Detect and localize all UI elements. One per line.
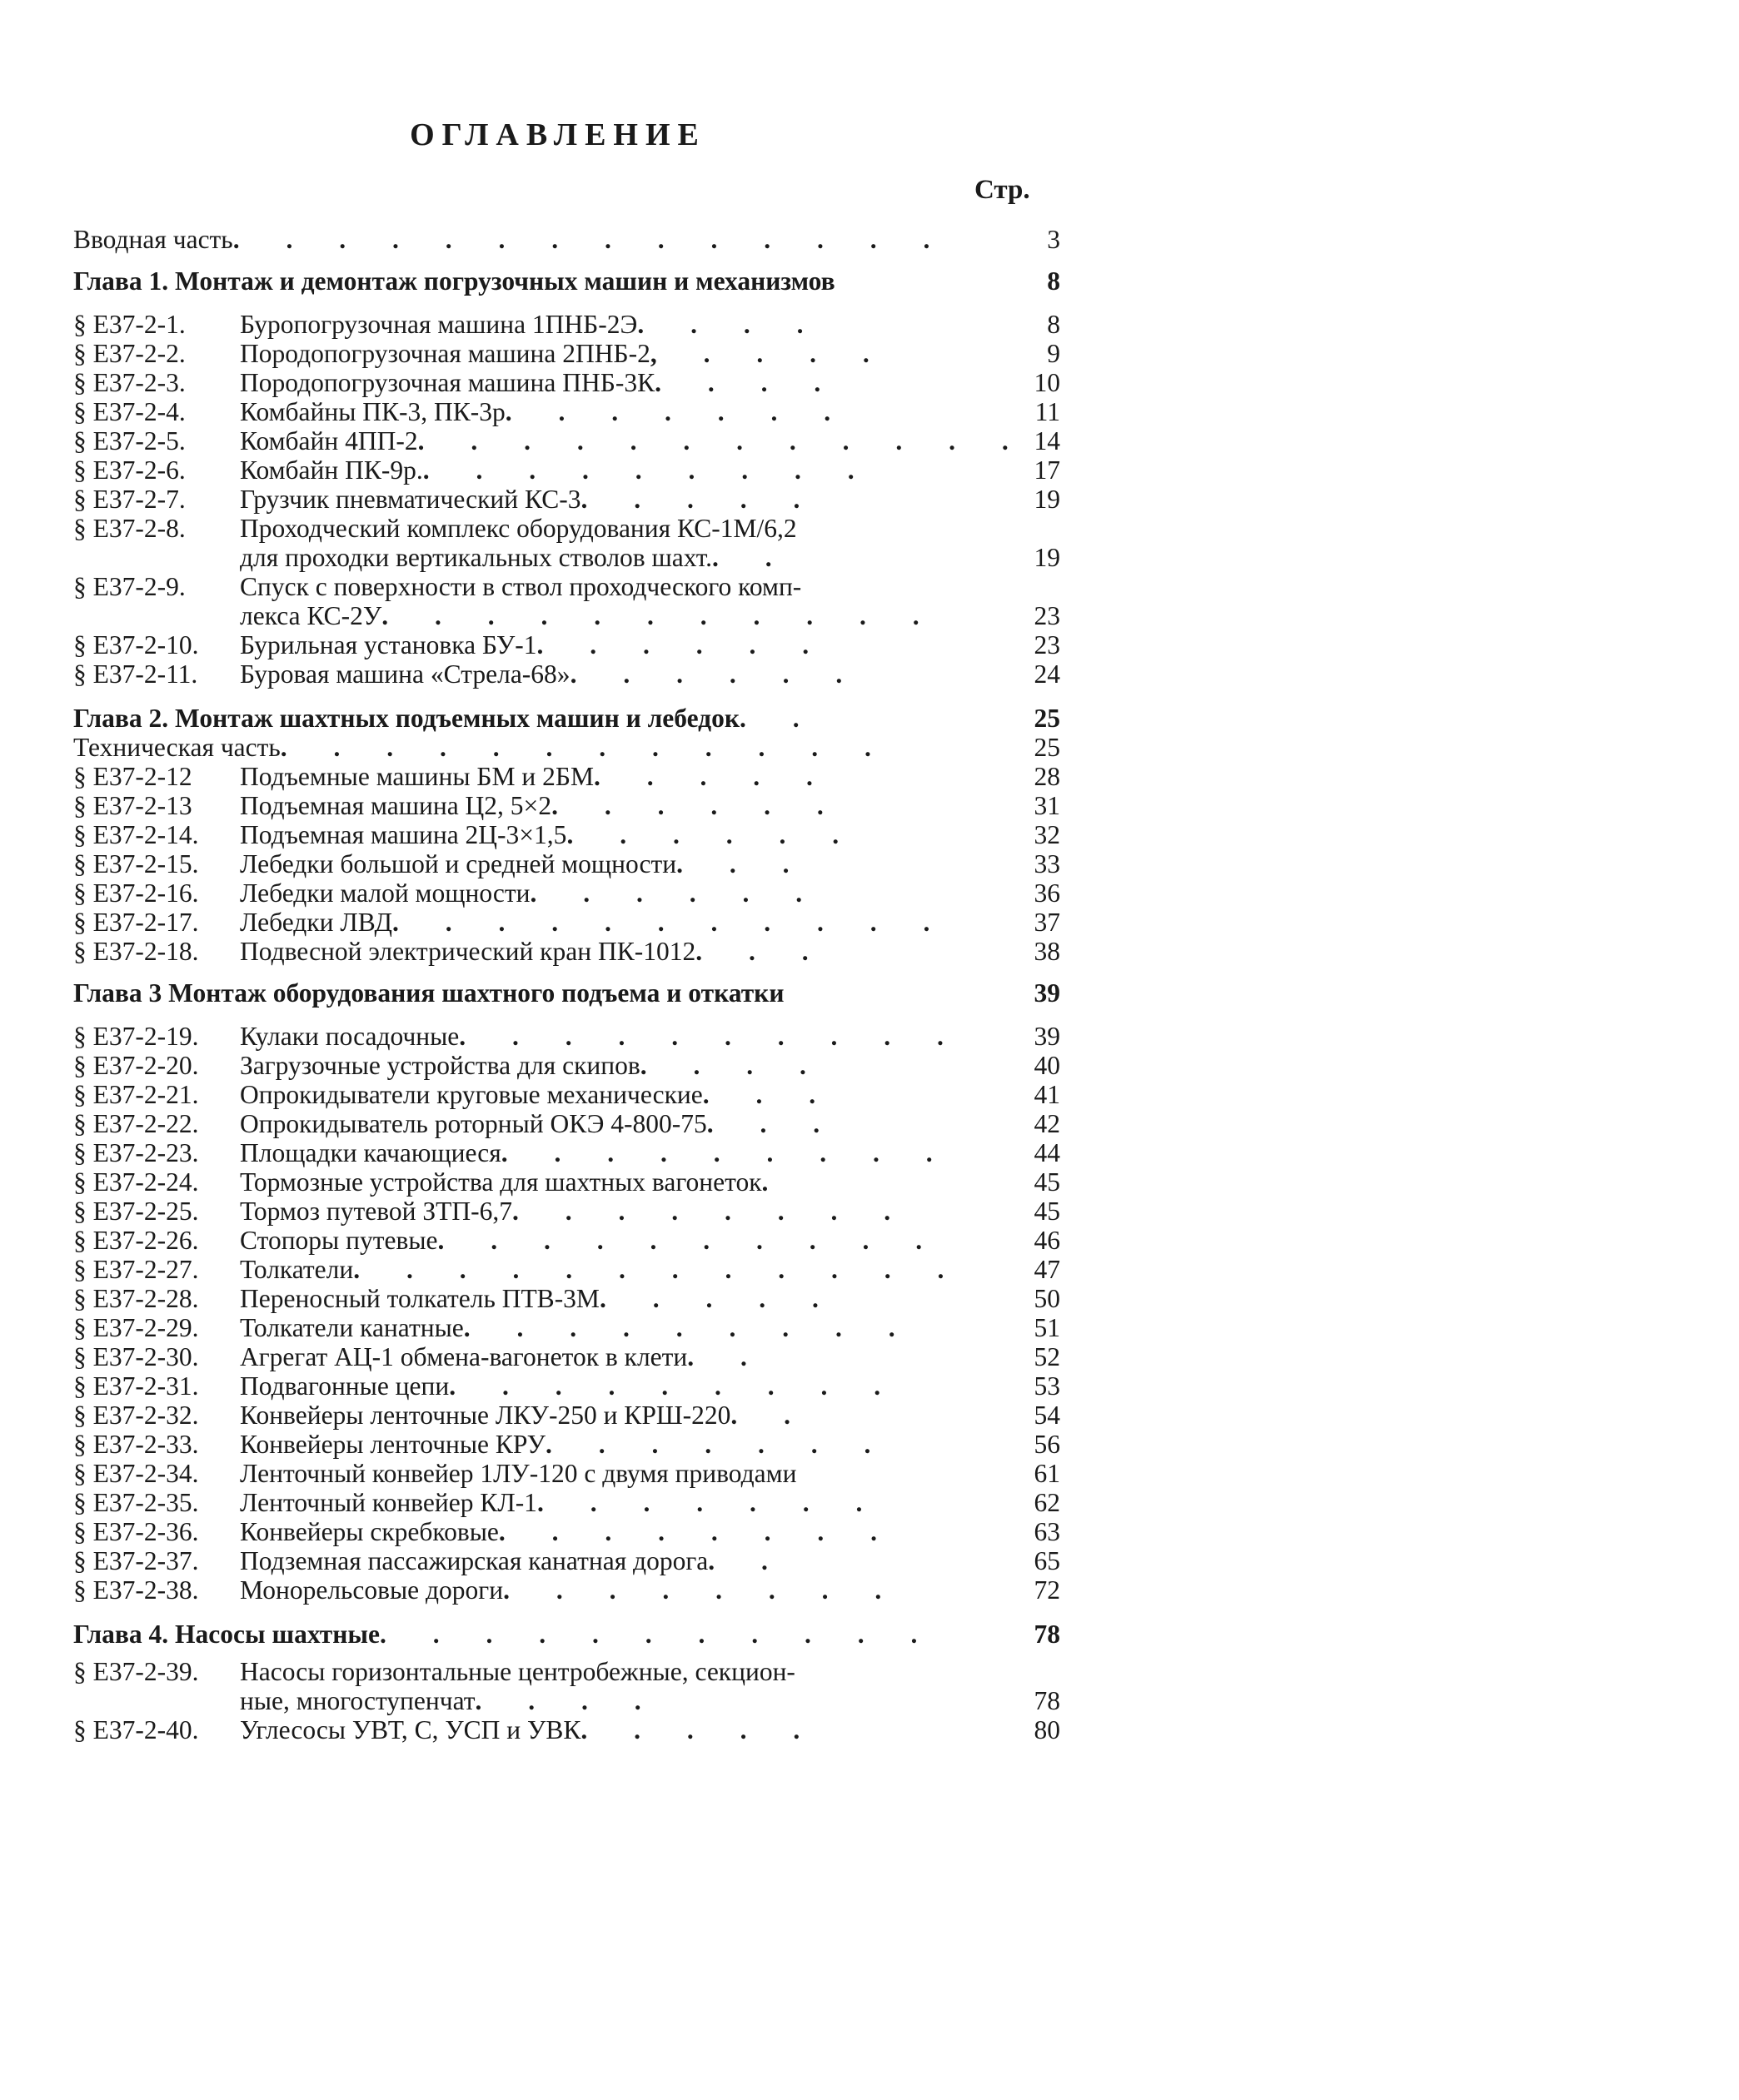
toc-chapter-row [73,704,1060,733]
page-number: 63 [1034,1517,1060,1546]
leader-dots: . . . . . . . . . . [437,1226,943,1255]
page-number: 38 [1034,937,1060,966]
section-code: § Е37-2-6. [73,455,186,485]
leader-dots: . . . . . . . . . [501,1138,953,1167]
toc-entry-row [73,397,1060,426]
page-number: 45 [1034,1197,1060,1226]
section-code: § Е37-2-40. [73,1715,199,1744]
leader-dots: . . . . . . [551,791,844,820]
page-number: 36 [1034,878,1060,908]
entry-title: Породопогрузочная машина ПНБ-3К [240,368,655,397]
toc-entry-row [73,514,1056,543]
entry-title: Подземная пассажирская канатная дорога [240,1546,709,1575]
toc-entry-row [73,1371,1060,1401]
page-number: 23 [1034,630,1060,659]
section-code: § Е37-2-19. [73,1022,199,1051]
section-code: § Е37-2-26. [73,1226,199,1255]
section-code: § Е37-2-9. [73,572,186,601]
toc-entry-row [73,1255,1060,1284]
leader-dots: . . [740,704,820,733]
entry-title: Площадки качающиеся [240,1138,501,1167]
page-number: 8 [1047,266,1060,296]
page-number: 24 [1034,659,1060,689]
leader-dots: . . . . . . . . . [422,455,874,485]
toc-entry-row [73,820,1060,849]
toc-entry-row [73,849,1060,878]
section-code: § Е37-2-3. [73,368,186,397]
toc-entry-row [73,455,1060,485]
page-number: 32 [1034,820,1060,849]
entry-title: Толкатели [240,1255,354,1284]
toc-entry-row [73,1313,1060,1342]
page-number: 9 [1047,339,1060,368]
section-code: § Е37-2-33. [73,1430,199,1459]
section-code: § Е37-2-1. [73,310,186,339]
entry-title: Кулаки посадочные [240,1022,460,1051]
page-number: 44 [1034,1138,1060,1167]
entry-title: Стопоры путевые [240,1226,438,1255]
section-code: § Е37-2-4. [73,397,186,426]
page-number: 10 [1034,368,1060,397]
toc-entry-row [73,1459,1060,1488]
toc-entry-row [73,1022,1060,1051]
page-number: 80 [1034,1715,1060,1744]
toc-entry-row [73,1517,1060,1546]
section-code: § Е37-2-32. [73,1401,199,1430]
toc-entry-row [73,1109,1060,1138]
toc-entry-row [73,1284,1060,1313]
page-number: 61 [1034,1459,1060,1488]
toc-entry-row [73,225,1060,254]
leader-dots: . . . . . . . . . . [459,1022,964,1051]
entry-title: Комбайн ПК-9р. [240,455,423,485]
entry-title: Конвейеры скребковые [240,1517,499,1546]
leader-dots: . . . . . . . [536,1488,883,1517]
toc-entry-row [73,1080,1060,1109]
toc-entry-row [73,426,1060,455]
toc-entry-row [73,630,1060,659]
leader-dots: . . . . [640,1051,826,1080]
chapter-title: Глава 4. Насосы шахтные [73,1620,380,1649]
page-number: 17 [1034,455,1060,485]
leader-dots: . . . . . . . . . . . [381,601,939,630]
entry-title: Опрокидыватель роторный ОКЭ 4-800-75 [240,1109,707,1138]
page-number: 78 [1034,1620,1060,1649]
leader-dots: . . . . . . [536,630,830,659]
leader-dots: . . . . . [593,762,833,791]
page-number: 33 [1034,849,1060,878]
leader-dots: . . . . . . [566,820,860,849]
entry-title: Спуск с поверхности в ствол проходческого комп- [240,572,802,601]
entry-title: Подвесной электрический кран ПК-1012 [240,937,696,966]
page-number: 50 [1034,1284,1060,1313]
section-code: § Е37-2-20. [73,1051,199,1080]
leader-dots: . . . . . . . . . . . [380,1620,938,1649]
leader-dots: . . . . . . . . [512,1197,911,1226]
leader-dots: . . . . [475,1686,661,1715]
toc-entry-row [73,1226,1060,1255]
toc-entry-row [73,339,1060,368]
section-code: § Е37-2-27. [73,1255,199,1284]
entry-title: Ленточный конвейер КЛ-1 [240,1488,537,1517]
page-number: 14 [1034,426,1060,455]
page-number: 19 [1034,485,1060,514]
chapter-title: Глава 1. Монтаж и демонтаж погрузочных машин и механизмов [73,266,835,296]
entry-title: Подъемная машина 2Ц-3×1,5 [240,820,567,849]
entry-title: Конвейеры ленточные ЛКУ-250 и КРШ-220 [240,1401,731,1430]
section-code: § Е37-2-18. [73,937,199,966]
entry-title: Подвагонные цепи [240,1371,450,1401]
leader-dots: . . . . . . . . . . . . [417,426,1029,455]
section-code: § Е37-2-2. [73,339,186,368]
page-number: 11 [1034,397,1060,426]
entry-title: Опрокидыватели круговые механические [240,1080,703,1109]
section-code: § Е37-2-8. [73,514,186,543]
section-code: § Е37-2-31. [73,1371,199,1401]
section-code: § Е37-2-12 [73,762,192,791]
leader-dots: . . . . . . . . . . . . [280,733,891,762]
leader-dots: . . . . . [599,1284,839,1313]
page-number: 62 [1034,1488,1060,1517]
section-code: § Е37-2-11. [73,659,198,689]
toc-entry-row [73,791,1060,820]
toc-entry-row [73,1430,1060,1459]
leader-dots: . . . . . . . . . [463,1313,915,1342]
leader-dots: . . [708,1546,788,1575]
toc-entry-row [73,1488,1060,1517]
leader-dots: . . . . . . . [505,397,851,426]
page-number: 51 [1034,1313,1060,1342]
leader-dots: . . . . . . . . . . . . [353,1255,964,1284]
entry-title: для проходки вертикальных стволов шахт. [240,543,713,572]
page-number: 37 [1034,908,1060,937]
toc-entry-row [73,908,1060,937]
leader-dots: . . . . . . . . [503,1575,902,1605]
page-number: 39 [1034,978,1060,1008]
entry-title: Углесосы УВТ, С, УСП и УВК [240,1715,581,1744]
section-code: § Е37-2-7. [73,485,186,514]
page-number: 23 [1034,601,1060,630]
page-number: 41 [1034,1080,1060,1109]
toc-entry-row [73,1051,1060,1080]
entry-title: Тормозные устройства для шахтных вагонеток [240,1167,762,1197]
leader-dots: . . [712,543,792,572]
page-number: 78 [1034,1686,1060,1715]
entry-title: Конвейеры ленточные КРУ [240,1430,546,1459]
section-code: § Е37-2-37. [73,1546,199,1575]
toc-entry-row [73,1657,1056,1686]
toc-entry-row [73,1546,1060,1575]
entry-title: Тормоз путевой ЗТП-6,7 [240,1197,513,1226]
page-number: 53 [1034,1371,1060,1401]
entry-title: Загрузочные устройства для скипов [240,1051,640,1080]
toc-entry-row [73,937,1060,966]
section-code: § Е37-2-5. [73,426,186,455]
section-code: § Е37-2-23. [73,1138,199,1167]
entry-title: Бурильная установка БУ-1 [240,630,537,659]
page-number: 46 [1034,1226,1060,1255]
section-code: § Е37-2-35. [73,1488,199,1517]
section-code: § Е37-2-15. [73,849,199,878]
section-code: § Е37-2-36. [73,1517,199,1546]
toc-entry-row [73,733,1060,762]
leader-dots: . . . [702,1080,836,1109]
entry-title: лекса КС-2У [240,601,382,630]
section-code: § Е37-2-16. [73,878,199,908]
entry-title: Комбайны ПК-3, ПК-3р [240,397,506,426]
page-number: 54 [1034,1401,1060,1430]
page-number: 47 [1034,1255,1060,1284]
leader-dots: . . . . . . [530,878,823,908]
page-number: 65 [1034,1546,1060,1575]
entry-title: Породопогрузочная машина 2ПНБ-2 [240,339,650,368]
leader-dots: . . . . . . . . . . . [392,908,950,937]
leader-dots: . . . . [655,368,841,397]
entry-title: ные, многоступенчат [240,1686,476,1715]
entry-title: Лебедки малой мощности [240,878,531,908]
section-code: § Е37-2-14. [73,820,199,849]
toc-entry-row [73,368,1060,397]
toc-entry-row [73,1197,1060,1226]
toc-entry-row [73,543,1060,572]
leader-dots: . . . [695,937,829,966]
section-code: § Е37-2-39. [73,1657,199,1686]
toc-entry-row [73,1575,1060,1605]
page-number: 8 [1047,310,1060,339]
toc-entry-row [73,485,1060,514]
leader-dots: . . . . . . [570,659,863,689]
toc-entry-row [73,1686,1060,1715]
entry-title: Подъемная машина Ц2, 5×2 [240,791,552,820]
entry-title: Проходческий комплекс оборудования КС-1М/6,2 [240,514,797,543]
toc-entry-row [73,1342,1060,1371]
toc-entry-row [73,1167,1060,1197]
page-number: 3 [1047,225,1060,254]
entry-title: Ленточный конвейер 1ЛУ-120 с двумя приводами [240,1459,797,1488]
toc-entry-row [73,762,1060,791]
section-code: § Е37-2-28. [73,1284,199,1313]
toc-entry-row [73,601,1060,630]
toc-chapter-row [73,978,1060,1008]
leader-dots: . . [730,1401,810,1430]
page-number: 19 [1034,543,1060,572]
leader-dots: . . . . . [580,1715,820,1744]
toc-entry-row [73,1138,1060,1167]
section-code: § Е37-2-38. [73,1575,199,1605]
leader-dots: . . . . . [580,485,820,514]
leader-dots: . . . . [637,310,824,339]
entry-title: Лебедки ЛВД [240,908,393,937]
toc-entry-row [73,1401,1060,1430]
section-code: § Е37-2-29. [73,1313,199,1342]
section-code: § Е37-2-22. [73,1109,199,1138]
page-number: 25 [1034,704,1060,733]
entry-title: Подъемные машины БМ и 2БМ [240,762,594,791]
page-number: 25 [1034,733,1060,762]
leader-dots: . . . [706,1109,840,1138]
page-number: 72 [1034,1575,1060,1605]
section-code: § Е37-2-24. [73,1167,199,1197]
page-column-header: Стр. [974,175,1030,205]
toc-entry-row [73,572,1056,601]
chapter-title: Глава 3 Монтаж оборудования шахтного подъема и откатки [73,978,785,1008]
page-number: 52 [1034,1342,1060,1371]
entry-title: Агрегат АЦ-1 обмена-вагонеток в клети [240,1342,688,1371]
section-code: § Е37-2-13 [73,791,192,820]
section-code: § Е37-2-25. [73,1197,199,1226]
section-code: § Е37-2-17. [73,908,199,937]
chapter-title: Глава 2. Монтаж шахтных подъемных машин и лебедок [73,704,740,733]
entry-title: Монорельсовые дороги [240,1575,504,1605]
entry-title: Комбайн 4ПП-2 [240,426,418,455]
leader-dots: . . . . . . . . . [449,1371,901,1401]
leader-dots: . [761,1167,789,1197]
leader-dots: . . [687,1342,767,1371]
page-number: 31 [1034,791,1060,820]
entry-title: Вводная часть [73,225,233,254]
section-code: § Е37-2-30. [73,1342,199,1371]
entry-title: Насосы горизонтальные центробежные, секцион- [240,1657,795,1686]
toc-chapter-row [73,266,1060,296]
entry-title: Буропогрузочная машина 1ПНБ-2Э [240,310,638,339]
toc-entry-row [73,659,1060,689]
entry-title: Грузчик пневматический КС-3 [240,485,581,514]
leader-dots: . . . [676,849,810,878]
toc-entry-row [73,310,1060,339]
entry-title: Буровая машина «Стрела-68» [240,659,571,689]
page-number: 28 [1034,762,1060,791]
leader-dots: , . . . . [650,339,889,368]
page-number: 45 [1034,1167,1060,1197]
entry-title: Переносный толкатель ПТВ-3М [240,1284,600,1313]
leader-dots: . . . . . . . . . . . . . . [232,225,950,254]
toc-entry-row [73,1715,1060,1744]
section-code: § Е37-2-34. [73,1459,199,1488]
toc-chapter-row [73,1620,1060,1649]
entry-title: Толкатели канатные [240,1313,464,1342]
page-number: 56 [1034,1430,1060,1459]
page-number: 39 [1034,1022,1060,1051]
section-code: § Е37-2-21. [73,1080,199,1109]
page-number: 40 [1034,1051,1060,1080]
entry-title: Техническая часть [73,733,281,762]
toc-entry-row [73,878,1060,908]
entry-title: Лебедки большой и средней мощности [240,849,677,878]
leader-dots: . . . . . . . [545,1430,891,1459]
page-title: ОГЛАВЛЕНИЕ [410,117,706,152]
section-code: § Е37-2-10. [73,630,199,659]
page-number: 42 [1034,1109,1060,1138]
leader-dots: . . . . . . . . [498,1517,897,1546]
